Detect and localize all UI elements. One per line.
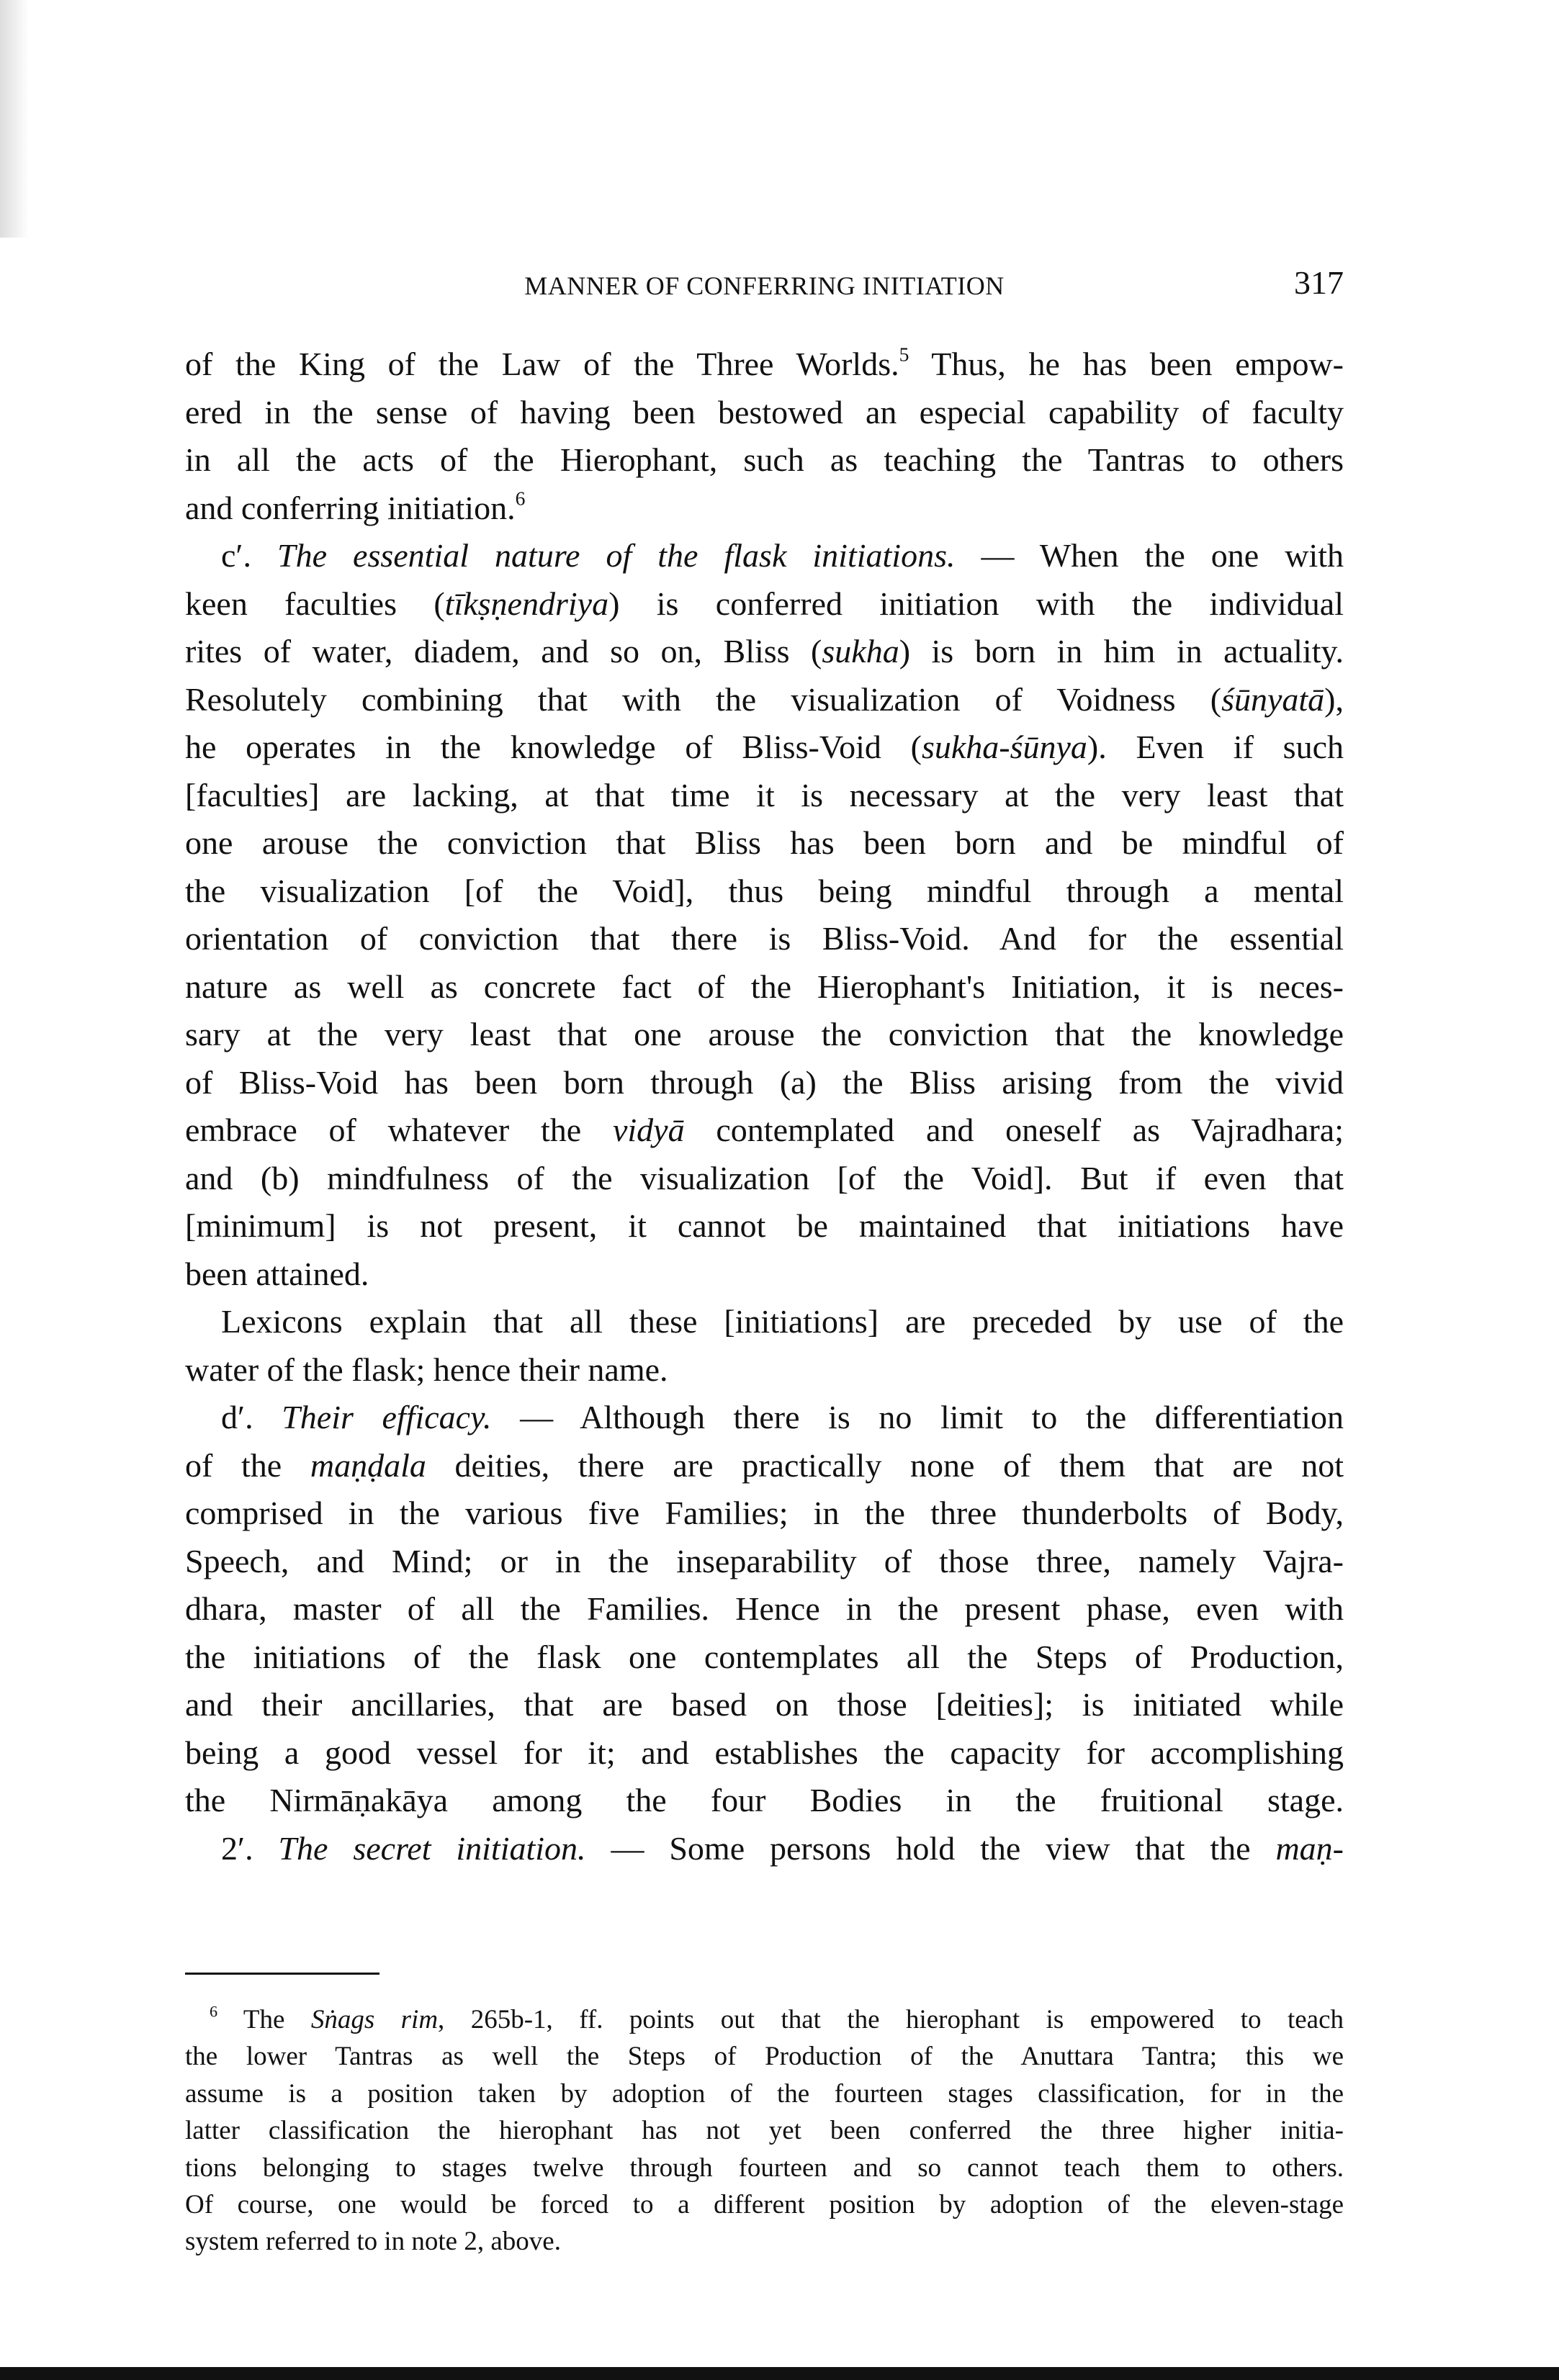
body-line: [185, 676, 1344, 724]
text-run: Of course, one would be forced to a different position by adoption of the eleven-stage: [185, 2189, 1344, 2219]
body-line: [185, 436, 1344, 484]
body-line: [185, 1394, 1344, 1442]
body-line: [185, 963, 1344, 1011]
text-run: being a good vessel for it; and establishes the capacity for accomplishing: [185, 1734, 1344, 1771]
body-line: [185, 772, 1344, 820]
body-line: [185, 1633, 1344, 1682]
italic-text: Their efficacy.: [282, 1399, 492, 1435]
footnote-line: [185, 2001, 1344, 2038]
italic-text: maṇ-: [1275, 1829, 1344, 1867]
italic-text: sukha: [822, 633, 899, 670]
text-run: one arouse the conviction that Bliss has been born and be mindful of: [185, 824, 1344, 861]
text-run: he operates in the knowledge of Bliss-Void (: [185, 729, 922, 765]
body-line: [185, 1011, 1344, 1059]
body-line: [185, 1777, 1344, 1825]
text-run: tions belonging to stages twelve through fourteen and so cannot teach them to others.: [185, 2153, 1344, 2183]
italic-text: The secret initiation.: [278, 1829, 586, 1867]
body-line: [185, 1059, 1344, 1107]
body-line: [185, 724, 1344, 772]
text-run: d′.: [221, 1399, 282, 1435]
text-run: ),: [1324, 680, 1344, 718]
text-run: Thus, he has been empow-: [909, 346, 1344, 382]
body-text: [185, 341, 1344, 1872]
text-run: dhara, master of all the Families. Hence in the present phase, even with: [185, 1590, 1344, 1627]
footnote-line: [185, 2150, 1344, 2186]
text-run: contemplated and oneself as Vajradhara;: [684, 1112, 1344, 1148]
body-line: [185, 1298, 1344, 1346]
footnote-line: [185, 2112, 1344, 2149]
text-run: nature as well as concrete fact of the Hierophant's Initiation, it is neces-: [185, 968, 1344, 1005]
text-run: — Although there is no limit to the differentiation: [491, 1399, 1344, 1435]
text-run: rites of water, diadem, and so on, Bliss (: [185, 633, 822, 670]
footnote-line: [185, 2075, 1344, 2112]
text-run: in all the acts of the Hierophant, such as teaching the Tantras to others: [185, 441, 1344, 478]
text-run: comprised in the various five Families; in the three thunderbolts of Body,: [185, 1495, 1344, 1531]
page-header: [185, 263, 1344, 307]
text-run: and (b) mindfulness of the visualization [of the Void]. But if even that: [185, 1159, 1344, 1196]
body-line: [185, 341, 1344, 389]
italic-text: vidyā: [612, 1112, 685, 1148]
body-line: [185, 1538, 1344, 1586]
text-run: the visualization [of the Void], thus being mindful through a mental: [185, 872, 1344, 909]
body-line: [185, 532, 1344, 580]
footnote-divider: [185, 1973, 379, 1975]
footnote-ref: 6: [210, 2002, 218, 2021]
body-line: [185, 1681, 1344, 1729]
text-run: system referred to in note 2, above.: [185, 2227, 561, 2257]
text-run: c′.: [221, 537, 278, 574]
text-run: ered in the sense of having been bestowed an especial capability of faculty: [185, 393, 1344, 431]
text-run: of the King of the Law of the Three Worlds.: [185, 346, 899, 382]
text-run: , 265b-1, ff. points out that the hierophant is empowered to teach: [438, 2005, 1344, 2034]
footnote-line: [185, 2038, 1344, 2075]
text-run: Speech, and Mind; or in the inseparability of those three, namely Vajra-: [185, 1542, 1344, 1579]
body-line: [185, 389, 1344, 437]
text-run: Lexicons explain that all these [initiations] are preceded by use of the: [221, 1303, 1344, 1340]
italic-text: maṇḍala: [310, 1446, 426, 1484]
footnote-ref: 6: [515, 487, 526, 510]
text-run: of Bliss-Void has been born through (a) the Bliss arising from the vivid: [185, 1063, 1344, 1101]
text-run: embrace of whatever the: [185, 1112, 613, 1148]
text-run: of the: [185, 1446, 310, 1484]
body-line: [185, 1106, 1344, 1155]
text-run: and their ancillaries, that are based on those [deities]; is initiated while: [185, 1686, 1344, 1723]
text-run: assume is a position taken by adoption of the fourteen stages classification, for in the: [185, 2078, 1344, 2109]
text-run: the Nirmāṇakāya among the four Bodies in the fruitional stage.: [185, 1782, 1344, 1818]
footnote-line: [185, 2186, 1344, 2223]
italic-text: śūnyatā: [1221, 680, 1325, 718]
text-run: and conferring initiation.: [185, 489, 516, 526]
scan-artifact: [0, 0, 29, 238]
text-run: deities, there are practically none of them that are not: [426, 1446, 1344, 1484]
body-line: [185, 1250, 1344, 1299]
italic-text: The essential nature of the flask initiations.: [277, 537, 956, 574]
text-run: ) is born in him in actuality.: [899, 633, 1344, 670]
text-run: — Some persons hold the view that the: [585, 1829, 1276, 1867]
footnote-ref: 5: [899, 343, 909, 366]
italic-text: Sṅags rim: [310, 2005, 439, 2034]
text-run: latter classification the hierophant has not yet been conferred the three higher initia-: [185, 2116, 1344, 2146]
body-line: [185, 1346, 1344, 1394]
text-run: the initiations of the flask one contemplates all the Steps of Production,: [185, 1638, 1344, 1675]
body-line: [185, 1155, 1344, 1203]
text-run: orientation of conviction that there is Bliss-Void. And for the essential: [185, 920, 1344, 957]
body-line: [185, 1442, 1344, 1490]
footnotes: [185, 2001, 1344, 2260]
body-line: [185, 1202, 1344, 1250]
italic-text: sukha-śūnya: [921, 729, 1087, 765]
body-line: [185, 628, 1344, 676]
text-run: keen faculties (: [185, 585, 445, 622]
body-line: [185, 1489, 1344, 1538]
text-run: The: [217, 2005, 311, 2034]
text-run: ). Even if such: [1087, 729, 1344, 765]
text-run: — When the one with: [955, 537, 1344, 574]
body-line: [185, 819, 1344, 867]
body-line: [185, 867, 1344, 916]
text-run: Resolutely combining that with the visualization of Voidness (: [185, 680, 1222, 718]
text-run: 2′.: [221, 1829, 279, 1867]
body-line: [185, 1825, 1344, 1873]
body-line: [185, 915, 1344, 963]
body-line: [185, 1729, 1344, 1777]
footnote-line: [185, 2223, 1344, 2260]
body-line: [185, 1585, 1344, 1633]
text-run: [minimum] is not present, it cannot be maintained that initiations have: [185, 1207, 1344, 1244]
text-run: water of the flask; hence their name.: [185, 1351, 668, 1388]
text-run: ) is conferred initiation with the individual: [608, 585, 1344, 622]
scan-bottom-edge: [0, 2367, 1559, 2380]
italic-text: tīkṣṇendriya: [444, 585, 609, 622]
body-line: [185, 580, 1344, 628]
page-number: 317: [1294, 264, 1344, 301]
text-run: sary at the very least that one arouse the conviction that the knowledge: [185, 1016, 1344, 1052]
text-run: been attained.: [185, 1255, 369, 1292]
running-head: MANNER OF CONFERRING INITIATION: [524, 271, 1005, 300]
text-run: the lower Tantras as well the Steps of Production of the Anuttara Tantra; this we: [185, 2042, 1344, 2072]
body-line: [185, 484, 1344, 533]
text-run: [faculties] are lacking, at that time it is necessary at the very least that: [185, 776, 1344, 813]
